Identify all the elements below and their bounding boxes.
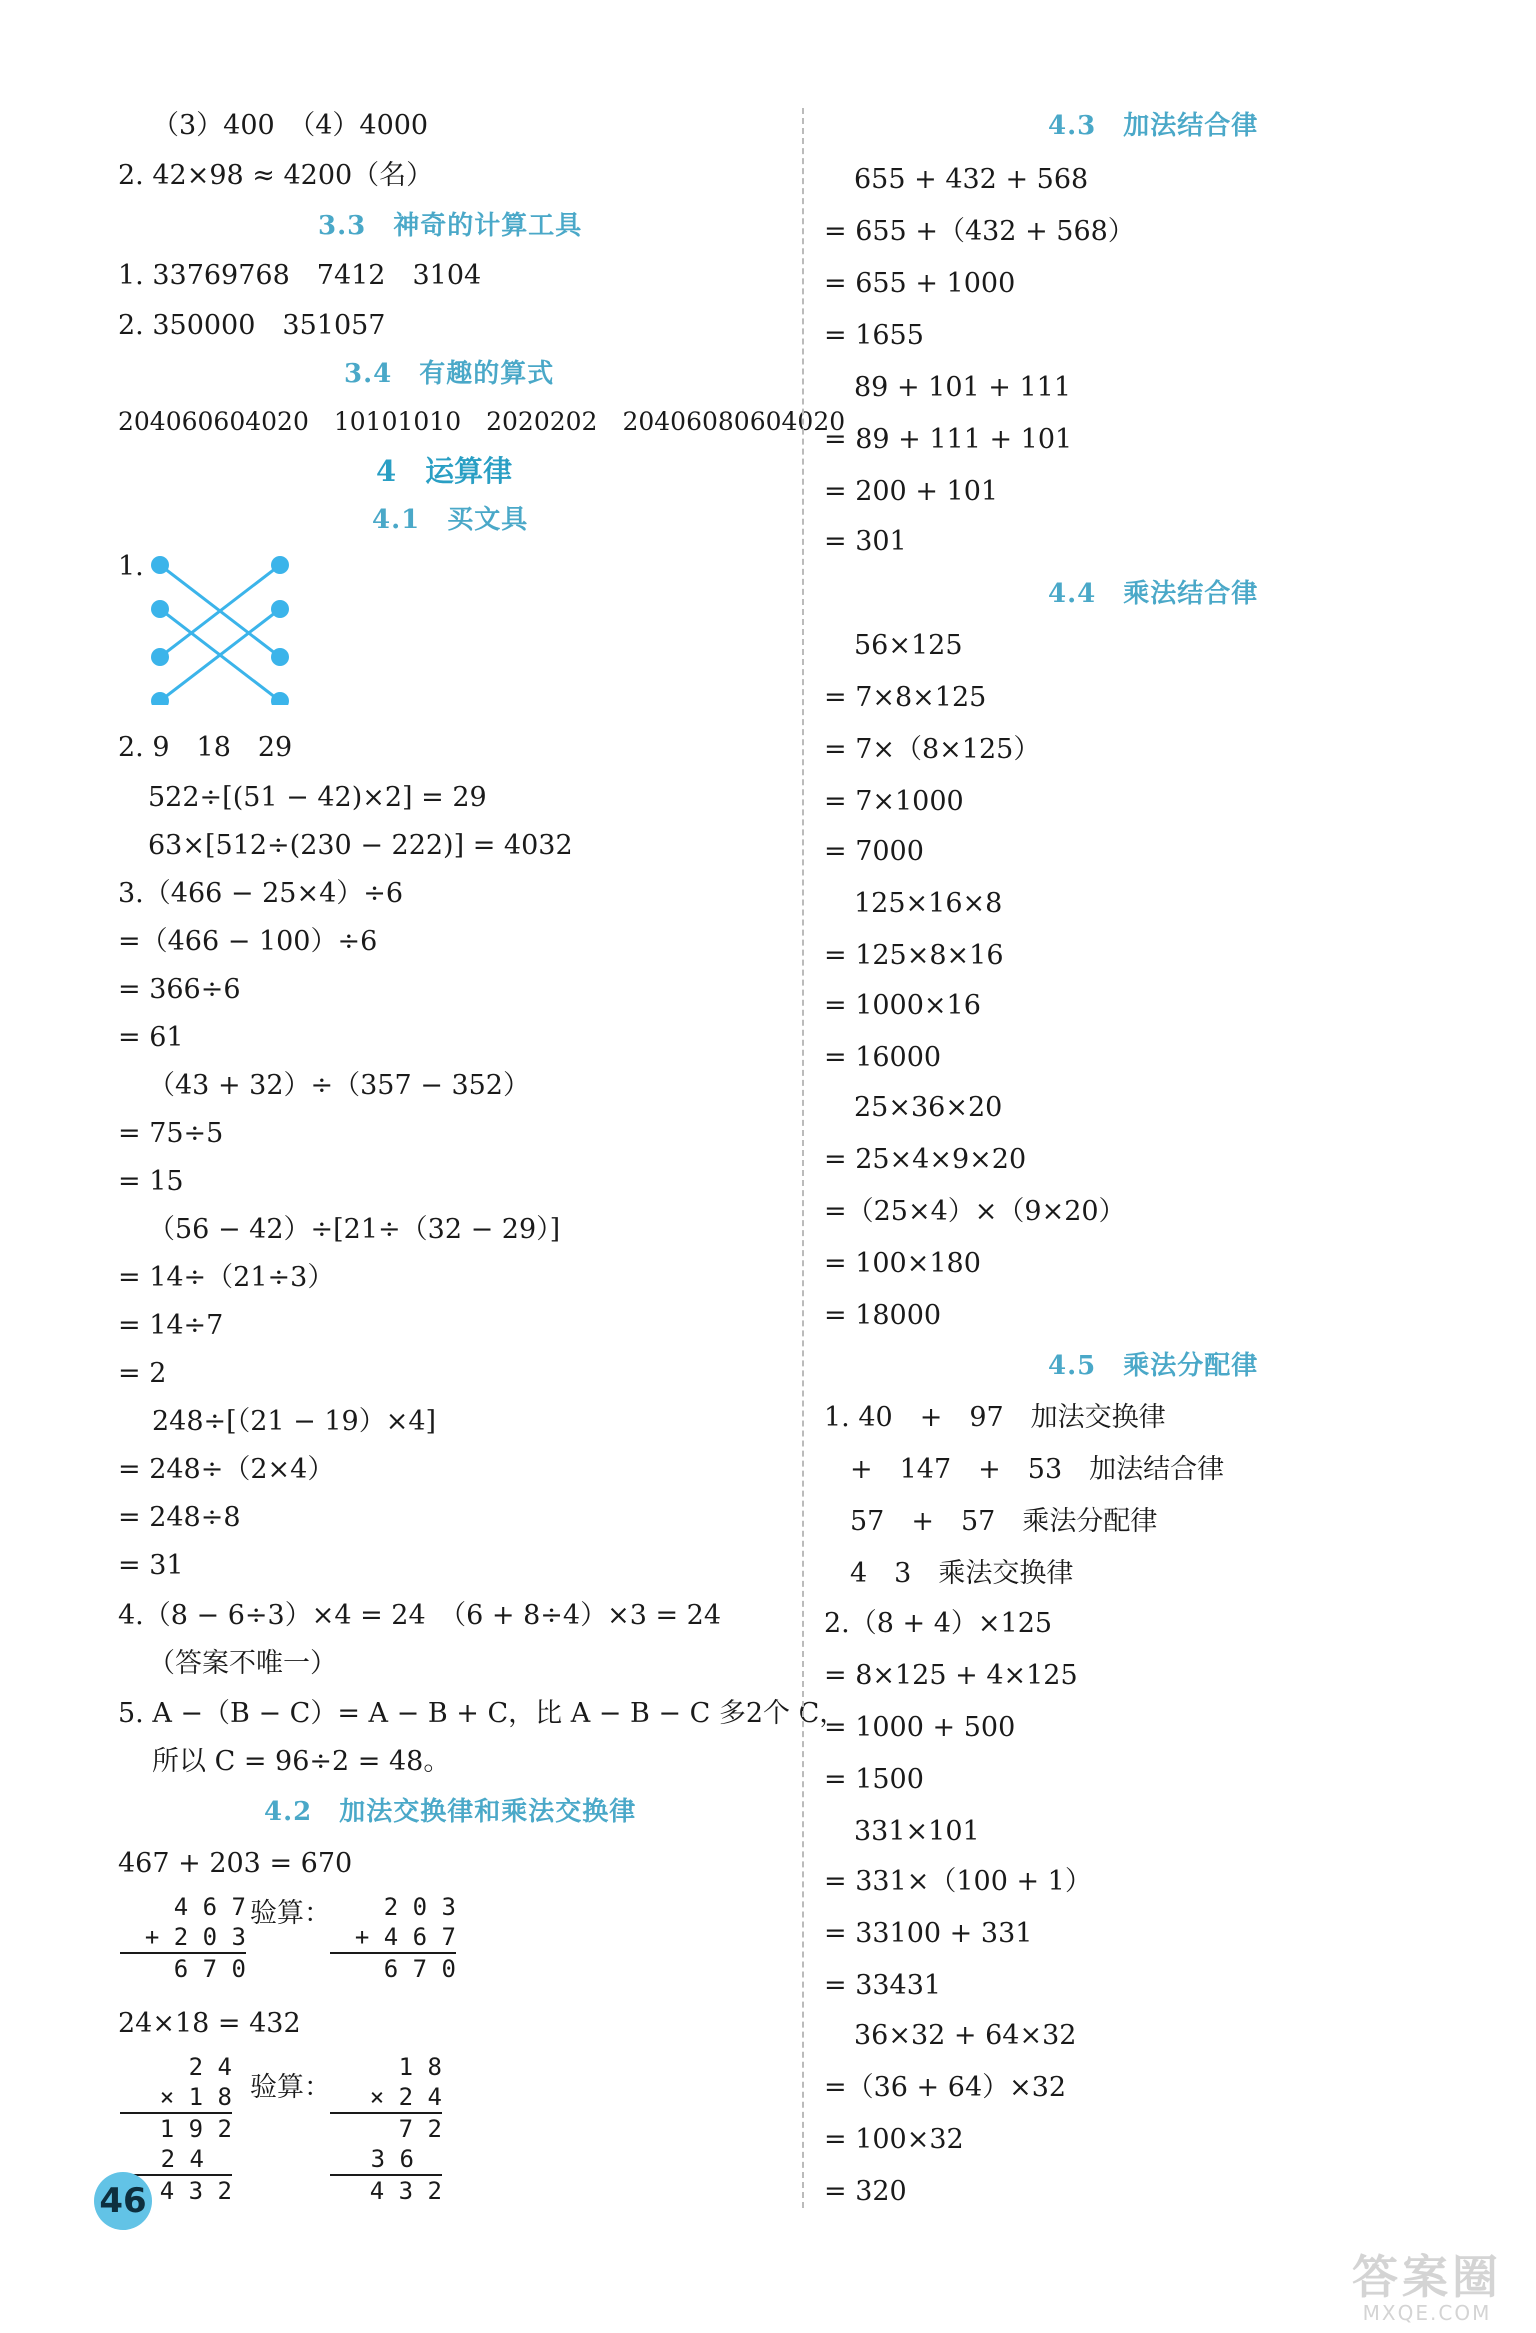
answer-line: 125×16×8: [854, 888, 1003, 919]
answer-line: 522÷[(51 − 42)×2] = 29: [148, 782, 487, 813]
answer-line: = 25×4×9×20: [824, 1144, 1027, 1175]
factor: 2 4: [188, 2053, 232, 2081]
answer-line: = 7×1000: [824, 786, 964, 817]
match-dot: [151, 556, 169, 574]
answer-line: 248÷[（21 − 19）×4]: [152, 1406, 437, 1437]
answer-line: = 248÷（2×4）: [118, 1454, 335, 1485]
answer-line: = 7000: [824, 836, 924, 867]
answer-line: = 61: [118, 1022, 184, 1053]
partial-product: 3 6: [370, 2145, 414, 2173]
answer-line: = 100×32: [824, 2124, 964, 2155]
answer-line: = 7×（8×125）: [824, 734, 1041, 765]
answer-line: 56×125: [854, 630, 963, 661]
chapter-heading-4: 4 运算律: [376, 454, 513, 488]
matching-diagram: [150, 555, 290, 705]
answer-line: =（466 − 100）÷6: [118, 926, 378, 957]
answer-line: = 16000: [824, 1042, 942, 1073]
sum: 6 7 0: [330, 1952, 456, 1984]
match-dot: [151, 600, 169, 618]
addend: + 2 0 3: [144, 1923, 246, 1951]
answer-line: = 301: [824, 526, 907, 557]
answer-line: = 655 +（432 + 568）: [824, 216, 1135, 247]
answer-line: = 33100 + 331: [824, 1918, 1033, 1949]
answer-line: = 200 + 101: [824, 476, 999, 507]
answer-line: = 31: [118, 1550, 184, 1581]
answer-line: 所以 C = 96÷2 = 48。: [152, 1746, 451, 1777]
match-dot: [151, 648, 169, 666]
answer-line: = 1655: [824, 320, 924, 351]
section-heading-4-4: 4.4 乘法结合律: [1048, 579, 1259, 609]
answer-line: = 33431: [824, 1970, 942, 2001]
answer-line: = 100×180: [824, 1248, 981, 1279]
section-heading-4-2: 4.2 加法交换律和乘法交换律: [264, 1797, 637, 1827]
section-heading-3-3: 3.3 神奇的计算工具: [318, 211, 583, 241]
partial-product: 7 2: [330, 2112, 442, 2144]
answer-line: = 655 + 1000: [824, 268, 1016, 299]
answer-line: = 125×8×16: [824, 940, 1004, 971]
answer-line: 2. 350000 351057: [118, 310, 386, 341]
watermark-text: 答案圈: [1352, 2250, 1502, 2304]
answer-line: 63×[512÷(230 − 222)] = 4032: [148, 830, 573, 861]
section-heading-3-4: 3.4 有趣的算式: [344, 359, 555, 389]
answer-line: = 18000: [824, 1300, 942, 1331]
factor: × 2 4: [369, 2083, 442, 2111]
answer-line: 25×36×20: [854, 1092, 1003, 1123]
answer-line: = 7×8×125: [824, 682, 987, 713]
match-dot: [271, 600, 289, 618]
answer-line: 331×101: [854, 1816, 980, 1847]
answer-line: 2. 9 18 29: [118, 732, 293, 763]
answer-line: = 366÷6: [118, 974, 241, 1005]
answer-line: 204060604020 10101010 2020202 20406080604020: [118, 407, 846, 436]
partial-product: 1 9 2: [120, 2112, 232, 2144]
answer-line: 4 3 乘法交换律: [850, 1558, 1074, 1589]
question-number: 1.: [118, 551, 144, 582]
answer-line: = 14÷（21÷3）: [118, 1262, 335, 1293]
product: 4 3 2: [120, 2174, 232, 2206]
answer-line: + 147 + 53 加法结合律: [850, 1454, 1225, 1485]
answer-line: = 14÷7: [118, 1310, 224, 1341]
answer-line: 24×18 = 432: [118, 2008, 301, 2039]
sum: 6 7 0: [120, 1952, 246, 1984]
answer-line: = 320: [824, 2176, 907, 2207]
match-dot: [271, 692, 289, 705]
addend: 4 6 7: [173, 1893, 246, 1921]
check-label: 验算：: [250, 1898, 331, 1929]
match-dot: [271, 556, 289, 574]
page-number-badge: 46: [94, 2172, 152, 2230]
addend: + 4 6 7: [354, 1923, 456, 1951]
answer-line: 89 + 101 + 111: [854, 372, 1072, 403]
vertical-multiplication: [330, 2052, 442, 2206]
partial-product: 2 4: [160, 2145, 204, 2173]
answer-line: = 1500: [824, 1764, 924, 1795]
answer-line: = 89 + 111 + 101: [824, 424, 1073, 455]
answer-line: 655 + 432 + 568: [854, 164, 1089, 195]
answer-line: （43 + 32）÷（357 − 352）: [148, 1070, 530, 1101]
answer-line: （56 − 42）÷[21÷（32 − 29）]: [148, 1214, 561, 1245]
answer-line: 57 + 57 乘法分配律: [850, 1506, 1158, 1537]
vertical-addition: [330, 1892, 456, 1984]
factor: 1 8: [398, 2053, 442, 2081]
answer-line: 1. 33769768 7412 3104: [118, 260, 482, 291]
watermark-url: MXQE.COM: [1362, 2301, 1492, 2325]
answer-line: （3）400 （4）4000: [152, 110, 429, 141]
answer-line: 1. 40 + 97 加法交换律: [824, 1402, 1166, 1433]
answer-line: = 75÷5: [118, 1118, 224, 1149]
answer-line: 4.（8 − 6÷3）×4 = 24 （6 + 8÷4）×3 = 24: [118, 1600, 722, 1631]
answer-line: 5. A −（B − C）= A − B + C，比 A − B − C 多2个 C，: [118, 1698, 847, 1729]
check-label: 验算：: [250, 2072, 331, 2103]
answer-line: 467 + 203 = 670: [118, 1848, 353, 1879]
factor: × 1 8: [159, 2083, 232, 2111]
answer-line: =（25×4）×（9×20）: [824, 1196, 1126, 1227]
vertical-addition: [120, 1892, 246, 1984]
watermark-logo: [1332, 2252, 1522, 2324]
answer-line: 36×32 + 64×32: [854, 2020, 1077, 2051]
answer-line: = 1000 + 500: [824, 1712, 1016, 1743]
section-heading-4-5: 4.5 乘法分配律: [1048, 1351, 1259, 1381]
answer-line: 2.（8 + 4）×125: [824, 1608, 1053, 1639]
match-dot: [151, 692, 169, 705]
answer-line: = 15: [118, 1166, 184, 1197]
answer-line: （答案不唯一）: [148, 1648, 337, 1679]
answer-line: 2. 42×98 ≈ 4200（名）: [118, 160, 434, 191]
product: 4 3 2: [330, 2174, 442, 2206]
answer-line: = 2: [118, 1358, 167, 1389]
section-heading-4-3: 4.3 加法结合律: [1048, 111, 1259, 141]
answer-line: 3.（466 − 25×4）÷6: [118, 878, 404, 909]
answer-line: = 248÷8: [118, 1502, 241, 1533]
answer-line: =（36 + 64）×32: [824, 2072, 1067, 2103]
match-dot: [271, 648, 289, 666]
answer-line: = 331×（100 + 1）: [824, 1866, 1092, 1897]
answer-line: = 1000×16: [824, 990, 981, 1021]
column-divider: [802, 108, 804, 2208]
answer-line: = 8×125 + 4×125: [824, 1660, 1078, 1691]
section-heading-4-1: 4.1 买文具: [372, 505, 529, 535]
addend: 2 0 3: [383, 1893, 456, 1921]
